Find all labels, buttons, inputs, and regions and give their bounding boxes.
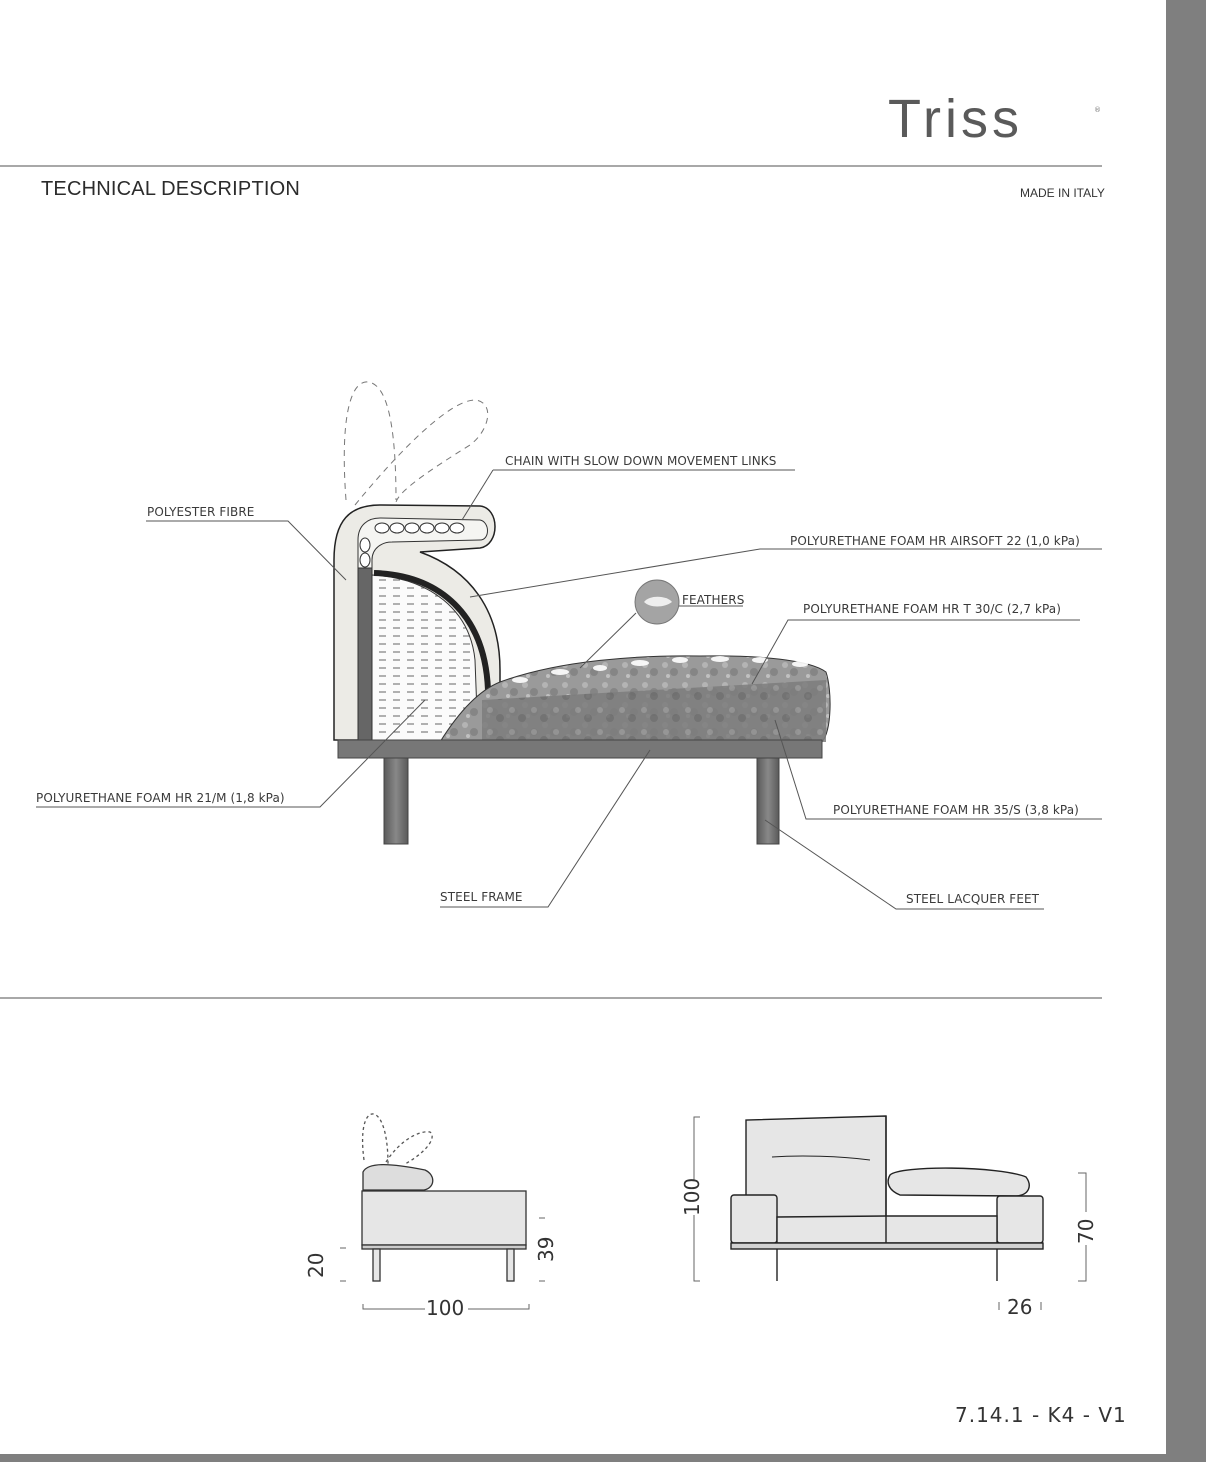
registered-mark: ® bbox=[1094, 106, 1101, 114]
document-code: 7.14.1 - K4 - V1 bbox=[955, 1403, 1127, 1427]
dim-depth: 100 bbox=[426, 1296, 465, 1320]
dim-seat-height: 39 bbox=[534, 1236, 558, 1262]
dim-arm-width: 26 bbox=[1007, 1295, 1033, 1319]
label-foam-35s: POLYURETHANE FOAM HR 35/S (3,8 kPa) bbox=[833, 803, 1079, 817]
label-foam-t30: POLYURETHANE FOAM HR T 30/C (2,7 kPa) bbox=[803, 602, 1062, 616]
label-chain: CHAIN WITH SLOW DOWN MOVEMENT LINKS bbox=[505, 454, 777, 468]
label-polyester-fibre: POLYESTER FIBRE bbox=[147, 505, 255, 519]
label-foam-21m: POLYURETHANE FOAM HR 21/M (1,8 kPa) bbox=[36, 791, 285, 805]
brand-logo: Triss bbox=[888, 89, 1023, 149]
label-foam-airsoft: POLYURETHANE FOAM HR AIRSOFT 22 (1,0 kPa) bbox=[790, 534, 1080, 548]
dim-arm-height: 70 bbox=[1074, 1218, 1098, 1244]
side-view bbox=[362, 1114, 526, 1281]
dim-leg-height: 20 bbox=[304, 1252, 328, 1278]
label-steel-frame: STEEL FRAME bbox=[440, 890, 523, 904]
section-title: TECHNICAL DESCRIPTION bbox=[41, 178, 301, 200]
label-feathers: FEATHERS bbox=[682, 593, 745, 607]
origin-label: MADE IN ITALY bbox=[1020, 186, 1105, 200]
label-steel-feet: STEEL LACQUER FEET bbox=[906, 892, 1040, 906]
dim-total-height: 100 bbox=[680, 1177, 704, 1216]
front-view bbox=[731, 1116, 1043, 1281]
